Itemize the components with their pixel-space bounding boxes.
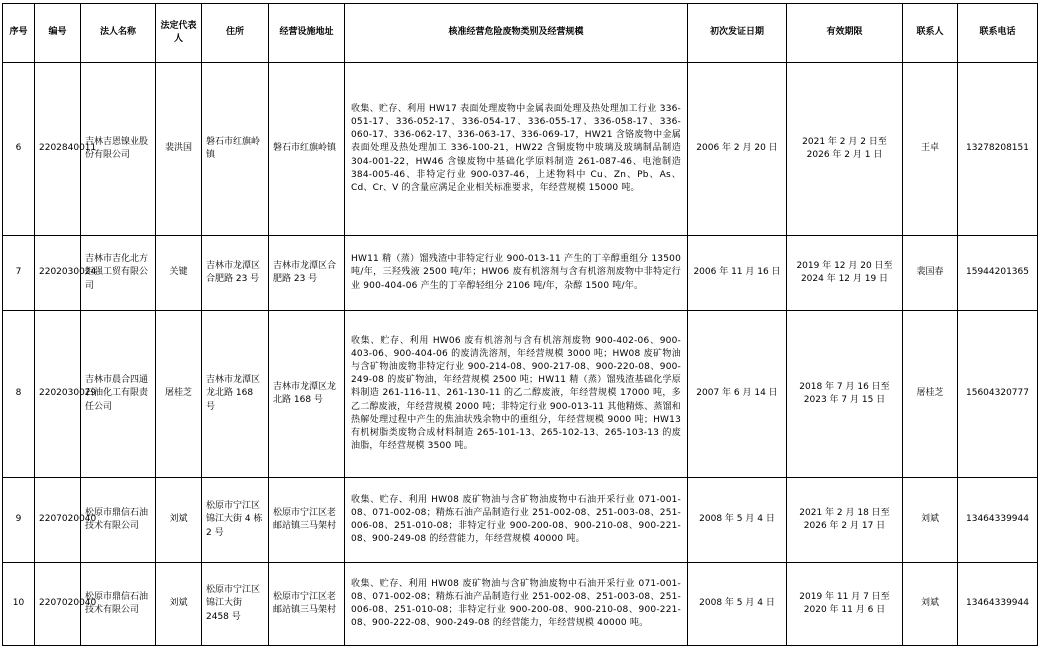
cell-code: 2207020040 [35, 478, 81, 563]
table-row [3, 478, 1038, 563]
cell-seq: 9 [3, 478, 35, 563]
cell-legal-rep: 关键 [156, 236, 202, 311]
cell-first-date: 2007 年 6 月 14 日 [688, 311, 787, 478]
cell-first-date: 2006 年 11 月 16 日 [688, 236, 787, 311]
cell-company: 吉林市吉化北方炬强工贸有限公司 [81, 236, 156, 311]
cell-facility: 吉林市龙潭区合肥路 23 号 [269, 236, 345, 311]
cell-code: 2202030024 [35, 236, 81, 311]
cell-valid: 2019 年 12 月 20 日至 2024 年 12 月 19 日 [787, 236, 903, 311]
cell-scope: HW11 精（蒸）馏残渣中非特定行业 900-013-11 产生的丁辛醇重组分 13500 吨/年，三羟残液 2500 吨/年；HW06 废有机溶剂与含有机溶剂废物中非特定行业 900-404-06 产生的丁辛醇轻组分 2106 吨/年，杂醇 1500 吨/年。 [345, 236, 688, 311]
cell-code: 2202840011 [35, 63, 81, 236]
cell-contact: 刘斌 [903, 478, 958, 563]
cell-contact: 王卓 [903, 63, 958, 236]
cell-first-date: 2006 年 2 月 20 日 [688, 63, 787, 236]
header-valid: 有效期限 [787, 4, 903, 63]
cell-code: 2202030029 [35, 311, 81, 478]
cell-legal-rep: 裴洪国 [156, 63, 202, 236]
header-row [3, 4, 1038, 63]
cell-first-date: 2008 年 5 月 4 日 [688, 563, 787, 646]
cell-code: 2207020040 [35, 563, 81, 646]
cell-contact: 屠桂芝 [903, 311, 958, 478]
header-code: 编号 [35, 4, 81, 63]
cell-legal-rep: 屠桂芝 [156, 311, 202, 478]
cell-first-date: 2008 年 5 月 4 日 [688, 478, 787, 563]
cell-contact: 刘斌 [903, 563, 958, 646]
header-company: 法人名称 [81, 4, 156, 63]
header-scope: 核准经营危险废物类别及经营规模 [345, 4, 688, 63]
table-row [3, 236, 1038, 311]
header-legal-rep: 法定代表人 [156, 4, 202, 63]
license-table [2, 3, 1038, 646]
cell-facility: 吉林市龙潭区龙北路 168 号 [269, 311, 345, 478]
cell-valid: 2021 年 2 月 18 日至 2026 年 2 月 17 日 [787, 478, 903, 563]
cell-address: 松原市宁江区锦江大街 4 栋 2 号 [202, 478, 269, 563]
cell-seq: 10 [3, 563, 35, 646]
cell-company: 吉林吉恩镍业股份有限公司 [81, 63, 156, 236]
cell-phone: 13278208151 [958, 63, 1038, 236]
cell-company: 松原市鼎信石油技术有限公司 [81, 563, 156, 646]
cell-company: 松原市鼎信石油技术有限公司 [81, 478, 156, 563]
cell-legal-rep: 刘斌 [156, 563, 202, 646]
cell-seq: 6 [3, 63, 35, 236]
cell-legal-rep: 刘斌 [156, 478, 202, 563]
cell-address: 松原市宁江区锦江大街 2458 号 [202, 563, 269, 646]
header-facility: 经营设施地址 [269, 4, 345, 63]
cell-phone: 15944201365 [958, 236, 1038, 311]
cell-scope: 收集、贮存、利用 HW17 表面处理废物中金属表面处理及热处理加工行业 336-051-17、336-052-17、336-054-17、336-055-17、336-058-17、336-060-17、336-062-17、336-063-17、336-069-17，HW21 含铬废物中金属表面处理及热处理加工 336-100-21，HW22 含铜废物中玻璃及玻璃制品制造 304-001-22，HW46 含镍废物中基础化学原料制造 261-087-46、电池制造 384-005-46、非特定行业 900-037-46，上述物料中 Cu、Zn、Pb、As、Cd、Cr、V 的含量应满足企业相关标准要求，年经营规模 15000 吨。 [345, 63, 688, 236]
cell-valid: 2021 年 2 月 2 日至 2026 年 2 月 1 日 [787, 63, 903, 236]
cell-phone: 13464339944 [958, 478, 1038, 563]
cell-address: 吉林市龙潭区龙北路 168 号 [202, 311, 269, 478]
cell-valid: 2019 年 11 月 7 日至 2020 年 11 月 6 日 [787, 563, 903, 646]
header-first-date: 初次发证日期 [688, 4, 787, 63]
cell-scope: 收集、贮存、利用 HW08 废矿物油与含矿物油废物中石油开采行业 071-001-08、071-002-08；精炼石油产品制造行业 251-002-08、251-003-08、251-006-08、251-010-08；非特定行业 900-200-08、900-210-08、900-221-08、900-249-08 的经营能力，年经营规模 40000 吨。 [345, 478, 688, 563]
header-seq: 序号 [3, 4, 35, 63]
cell-facility: 松原市宁江区老邮站镇三马架村 [269, 563, 345, 646]
cell-phone: 15604320777 [958, 311, 1038, 478]
cell-company: 吉林市晨合四通石油化工有限责任公司 [81, 311, 156, 478]
cell-seq: 7 [3, 236, 35, 311]
cell-scope: 收集、贮存、利用 HW08 废矿物油与含矿物油废物中石油开采行业 071-001-08、071-002-08；精炼石油产品制造行业 251-002-08、251-003-08、251-006-08、251-010-08；非特定行业 900-200-08、900-210-08、900-221-08、900-222-08、900-249-08 的经营能力，年经营规模 40000 吨。 [345, 563, 688, 646]
cell-facility: 松原市宁江区老邮站镇三马架村 [269, 478, 345, 563]
cell-address: 磐石市红旗岭镇 [202, 63, 269, 236]
header-phone: 联系电话 [958, 4, 1038, 63]
cell-phone: 13464339944 [958, 563, 1038, 646]
cell-contact: 裴国春 [903, 236, 958, 311]
cell-valid: 2018 年 7 月 16 日至 2023 年 7 月 15 日 [787, 311, 903, 478]
table-row [3, 563, 1038, 646]
table-row [3, 63, 1038, 236]
header-address: 住所 [202, 4, 269, 63]
cell-facility: 磐石市红旗岭镇 [269, 63, 345, 236]
table-row [3, 311, 1038, 478]
cell-address: 吉林市龙潭区合肥路 23 号 [202, 236, 269, 311]
cell-scope: 收集、贮存、利用 HW06 废有机溶剂与含有机溶剂废物 900-402-06、900-403-06、900-404-06 的废清洗溶剂，年经营规模 3000 吨；HW08 废矿物油与含矿物油废物非特定行业 900-214-08、900-217-08、900-220-08、900-249-08 的废矿物油，年经营规模 2500 吨；HW11 精（蒸）馏残渣基础化学原料制造 261-116-11、261-130-11 的乙二醇废液，年经营规模 17000 吨，多乙二醇废液，年经营规模 2000 吨；非特定行业 900-013-11 其他精炼、蒸馏和热解处理过程中产生的焦油状残余物中的重组分，年经营规模 9000 吨；HW13 有机树脂类废物合成材料制造 265-101-13、265-102-13、265-103-13 的废油脂，年经营规模 3500 吨。 [345, 311, 688, 478]
cell-seq: 8 [3, 311, 35, 478]
header-contact: 联系人 [903, 4, 958, 63]
